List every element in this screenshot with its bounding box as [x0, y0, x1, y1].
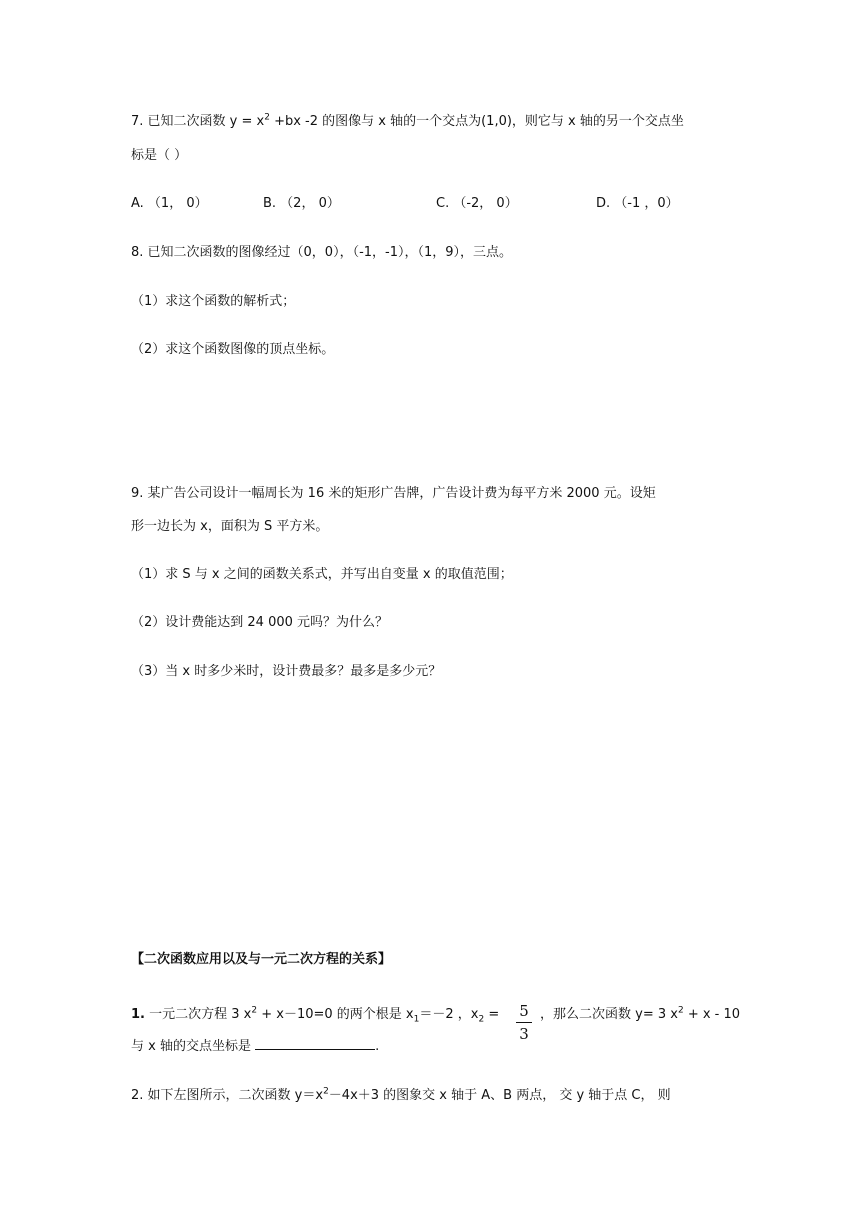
q7-line1: 7. 已知二次函数 $y = x^2 +bx$ -2 的图像与 x 轴的一个交点为(1,0)，则它与 x 轴的另一个交点坐	[131, 112, 684, 129]
q9-part-1: （1）求 S 与 x 之间的函数关系式，并写出自变量 x 的取值范围；	[131, 567, 513, 582]
item1-line1: 1. 一元二次方程 3 $x^2 + x-10=0$ 的两个根是 $x_1=-2$ ，$x_2$ =	[131, 1005, 500, 1025]
q8-part-1: （1）求这个函数的解析式；	[131, 294, 296, 309]
q8-stem: 8. 已知二次函数的图像经过（0，0），（-1，-1），（1，9），三点。	[131, 245, 513, 260]
fraction-five-thirds	[516, 1002, 532, 1043]
q8-part-2: （2）求这个函数图像的顶点坐标。	[131, 342, 335, 357]
q9-stem-line2: 形一边长为 x，面积为 S 平方米。	[131, 519, 329, 534]
answer-blank[interactable]	[255, 1037, 375, 1050]
q9-part-2: （2）设计费能达到 24 000 元吗？为什么？	[131, 615, 389, 630]
fraction-denominator: 3	[519, 1025, 529, 1043]
item1-number: 1.	[131, 1007, 145, 1022]
q7-line2: 标是（ ）	[131, 148, 188, 163]
q7-option-b: B. （2， 0）	[263, 196, 340, 211]
q7-option-a: A. （1， 0）	[131, 196, 208, 211]
q9-stem-line1: 9. 某广告公司设计一幅周长为 16 米的矩形广告牌，广告设计费为每平方米 2000 元。设矩	[131, 486, 656, 501]
q7-option-c: C. （-2， 0）	[436, 196, 518, 211]
item1-line2: 与 x 轴的交点坐标是 .	[131, 1039, 380, 1054]
fraction-bar	[516, 1022, 532, 1023]
q7-option-d: D. （-1 ，0）	[596, 196, 679, 211]
fraction-numerator: 5	[519, 1002, 529, 1020]
q9-part-3: （3）当 x 时多少米时，设计费最多？最多是多少元？	[131, 664, 442, 679]
item2-line1: 2. 如下左图所示，二次函数 $y=x^2-4x+3$ 的图象交 x 轴于 A、B 两点， 交 y 轴于点 C， 则	[131, 1086, 671, 1103]
section-heading: 【二次函数应用以及与一元二次方程的关系】	[131, 952, 392, 967]
item1-line1-cont: ，那么二次函数 y= 3 $x^2 + x - 10$	[540, 1005, 741, 1022]
